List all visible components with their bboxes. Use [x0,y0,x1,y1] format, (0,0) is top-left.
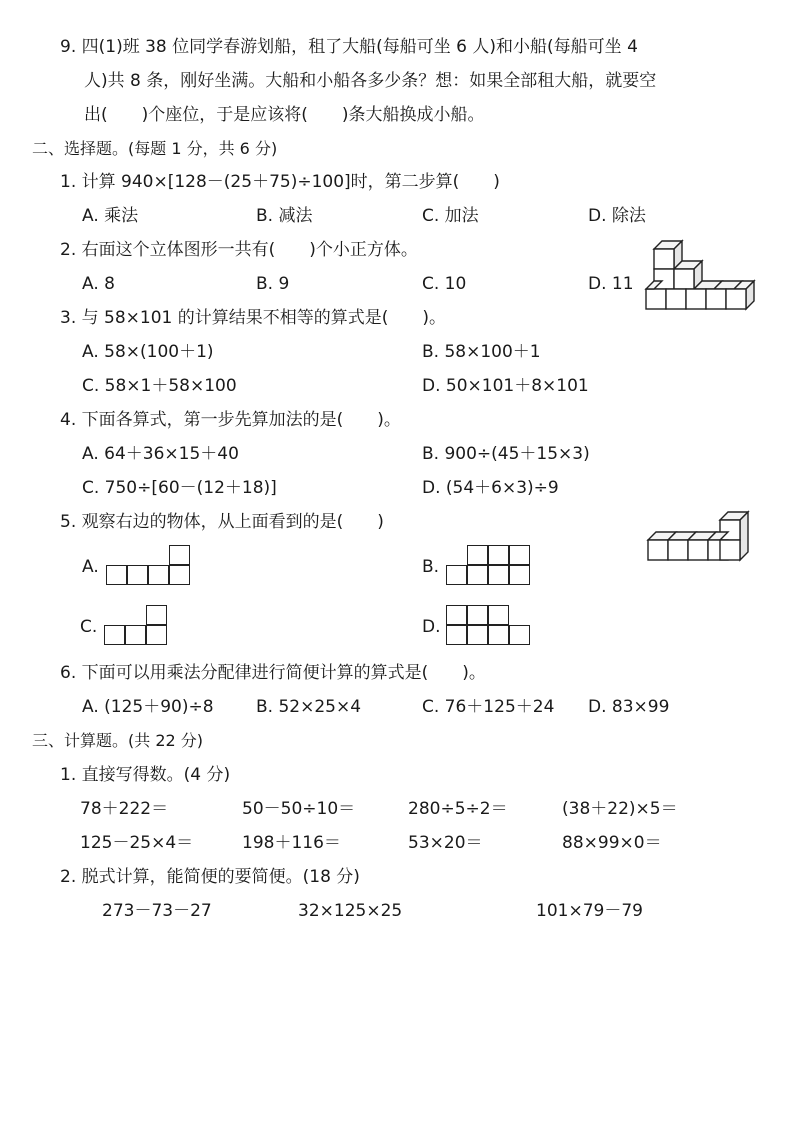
choice-1-option-c[interactable]: C. 加法 [422,206,479,226]
calc-2-item[interactable]: 101×79－79 [536,901,643,921]
choice-2-option-a[interactable]: A. 8 [82,274,115,294]
choice-1-stem: 1. 计算 940×[128－(25＋75)÷100]时，第二步算( ) [60,172,500,192]
choice-1-option-a[interactable]: A. 乘法 [82,206,139,226]
choice-3-option-d[interactable]: D. 50×101＋8×101 [422,376,589,396]
calc-2-title: 2. 脱式计算，能简便的要简便。(18 分) [60,867,360,887]
choice-3-stem: 3. 与 58×101 的计算结果不相等的算式是( )。 [60,308,447,328]
choice-6-stem: 6. 下面可以用乘法分配律进行简便计算的算式是( )。 [60,663,486,683]
choice-4-option-b[interactable]: B. 900÷(45＋15×3) [422,444,590,464]
choice-6-option-b[interactable]: B. 52×25×4 [256,697,362,717]
calc-1-item[interactable]: 198＋116＝ [242,833,341,853]
choice-2-option-b[interactable]: B. 9 [256,274,290,294]
choice-1-option-b[interactable]: B. 减法 [256,206,313,226]
calc-1-item[interactable]: 53×20＝ [408,833,483,853]
choice-2-stem: 2. 右面这个立体图形一共有( )个小正方体。 [60,240,418,260]
section-3-title: 三、计算题。(共 22 分) [32,731,204,750]
calc-2-item[interactable]: 273－73－27 [102,901,212,921]
q9-line-1: 9. 四(1)班 38 位同学春游划船，租了大船(每船可坐 6 人)和小船(每船可坐 4 [60,37,638,57]
choice-4-option-a[interactable]: A. 64＋36×15＋40 [82,444,239,464]
choice-2-option-d[interactable]: D. 11 [588,274,634,294]
calc-1-item[interactable]: (38＋22)×5＝ [562,799,678,819]
calc-1-item[interactable]: 78＋222＝ [80,799,169,819]
q9-line-2: 人)共 8 条，刚好坐满。大船和小船各多少条？想：如果全部租大船，就要空 [84,71,657,91]
calc-1-item[interactable]: 50－50÷10＝ [242,799,356,819]
choice-1-option-d[interactable]: D. 除法 [588,206,646,226]
calc-1-item[interactable]: 125－25×4＝ [80,833,194,853]
choice-5-option-c[interactable]: C. [80,617,98,637]
section-2-title: 二、选择题。(每题 1 分，共 6 分) [32,139,278,158]
choice-2-option-c[interactable]: C. 10 [422,274,467,294]
cube-figure-q2 [640,232,752,320]
cube-figure-q5 [644,508,754,570]
choice-5-option-b[interactable]: B. [422,557,440,577]
choice-3-option-b[interactable]: B. 58×100＋1 [422,342,541,362]
calc-1-item[interactable]: 88×99×0＝ [562,833,662,853]
q9-line-3: 出( )个座位，于是应该将( )条大船换成小船。 [84,105,485,125]
choice-3-option-a[interactable]: A. 58×(100＋1) [82,342,214,362]
choice-6-option-a[interactable]: A. (125＋90)÷8 [82,697,214,717]
calc-2-item[interactable]: 32×125×25 [298,901,403,921]
choice-6-option-d[interactable]: D. 83×99 [588,697,670,717]
calc-1-title: 1. 直接写得数。(4 分) [60,765,231,785]
choice-4-stem: 4. 下面各算式，第一步先算加法的是( )。 [60,410,401,430]
calc-1-item[interactable]: 280÷5÷2＝ [408,799,508,819]
choice-3-option-c[interactable]: C. 58×1＋58×100 [82,376,237,396]
choice-4-option-c[interactable]: C. 750÷[60－(12＋18)] [82,478,277,498]
choice-5-stem: 5. 观察右边的物体，从上面看到的是( ) [60,512,384,532]
choice-5-option-d[interactable]: D. [422,617,441,637]
choice-6-option-c[interactable]: C. 76＋125＋24 [422,697,555,717]
choice-4-option-d[interactable]: D. (54＋6×3)÷9 [422,478,559,498]
choice-5-option-a[interactable]: A. [82,557,99,577]
